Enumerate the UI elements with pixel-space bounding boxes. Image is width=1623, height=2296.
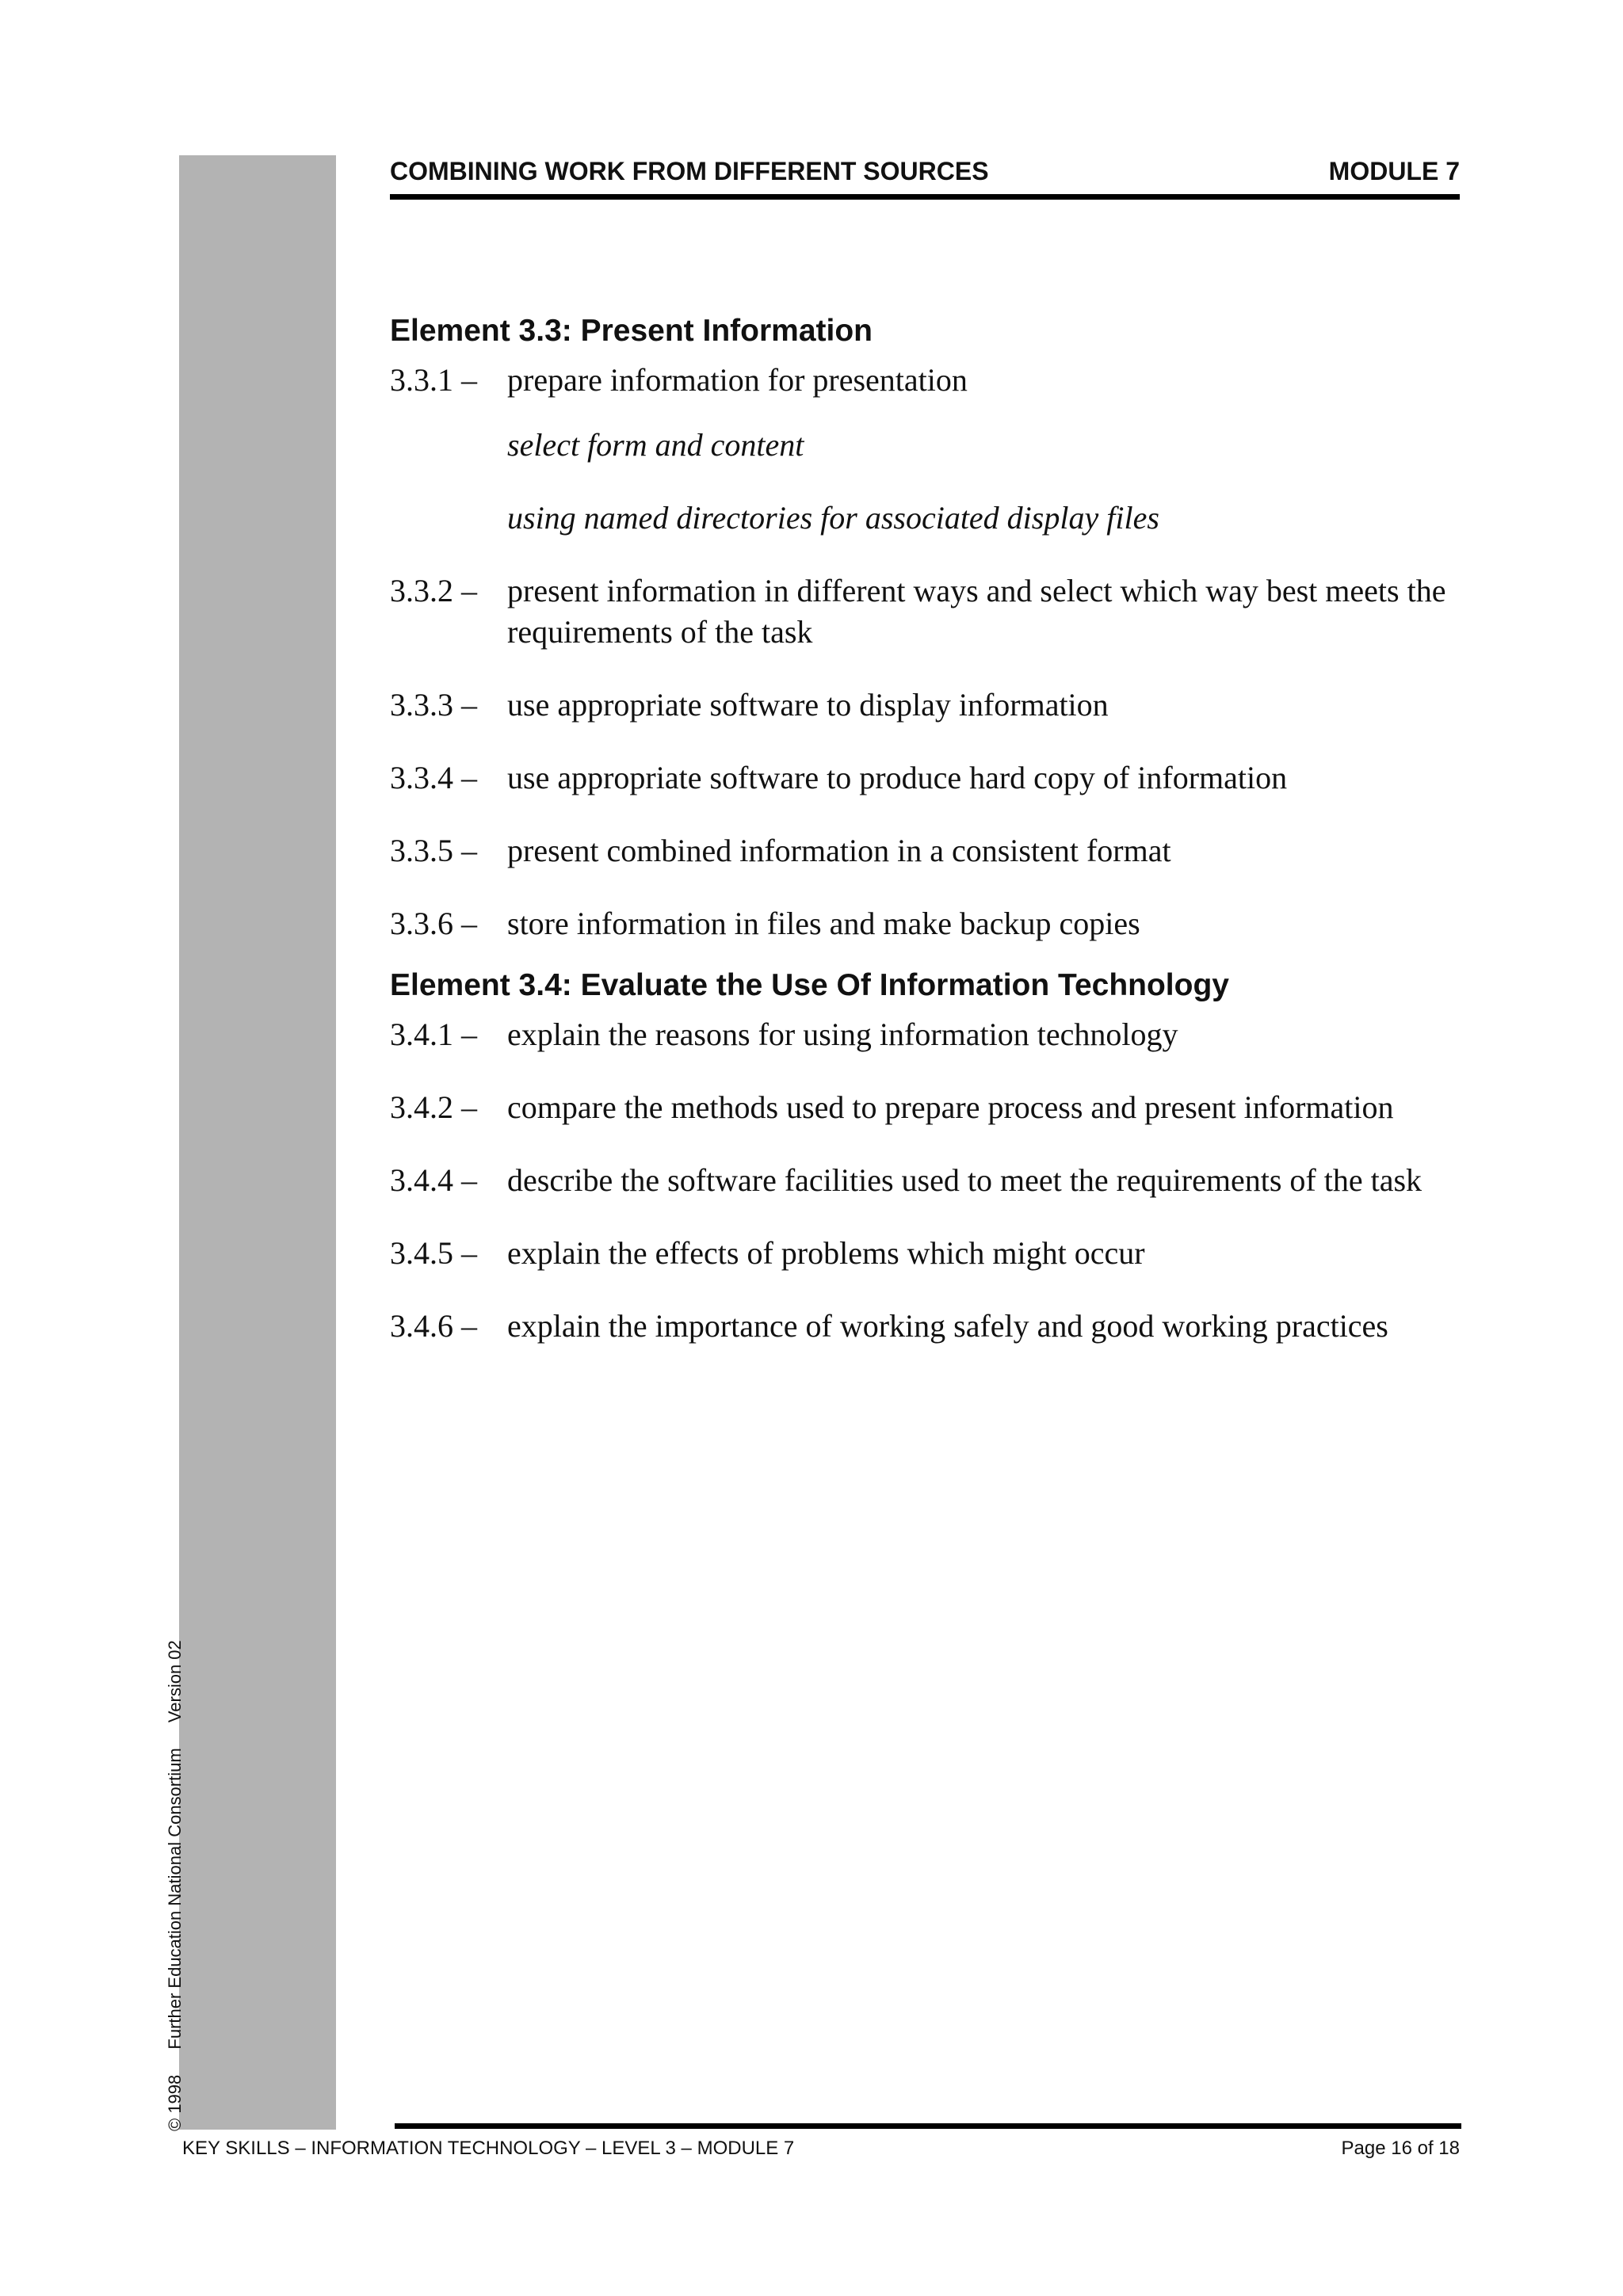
footer-course-title: KEY SKILLS – INFORMATION TECHNOLOGY – LEVEL 3 – MODULE 7 bbox=[182, 2138, 795, 2159]
item-text: prepare information for presentation bbox=[507, 362, 968, 398]
item-text: use appropriate software to produce hard copy of information bbox=[507, 760, 1288, 795]
item-text: explain the reasons for using information technology bbox=[507, 1016, 1178, 1052]
item-number: 3.4.1 – bbox=[390, 1016, 477, 1052]
page-number: Page 16 of 18 bbox=[1341, 2138, 1460, 2159]
page-header bbox=[390, 155, 1460, 200]
item-number: 3.4.6 – bbox=[390, 1308, 477, 1344]
item-number: 3.3.1 – bbox=[390, 362, 477, 398]
organization-name: Further Education National Consortium bbox=[165, 1748, 185, 2050]
item-number: 3.3.6 – bbox=[390, 906, 477, 941]
item-text: explain the importance of working safely and good working practices bbox=[507, 1308, 1388, 1344]
copyright-year: © 1998 bbox=[165, 2074, 185, 2131]
item-text: present combined information in a consistent format bbox=[507, 833, 1171, 868]
list-item bbox=[390, 360, 1460, 401]
list-item bbox=[390, 1160, 1460, 1201]
list-item bbox=[390, 1306, 1460, 1347]
item-number: 3.4.5 – bbox=[390, 1235, 477, 1271]
sub-item: using named directories for associated display files bbox=[507, 500, 1159, 536]
copyright-notice bbox=[165, 1619, 185, 2131]
page-content bbox=[390, 311, 1460, 1379]
item-number: 3.3.5 – bbox=[390, 833, 477, 868]
item-number: 3.4.2 – bbox=[390, 1089, 477, 1125]
item-text: explain the effects of problems which might occur bbox=[507, 1235, 1145, 1271]
item-text: present information in different ways and select which way best meets the requirements of the task bbox=[507, 573, 1446, 650]
item-number: 3.3.2 – bbox=[390, 573, 477, 608]
item-text: describe the software facilities used to meet the requirements of the task bbox=[507, 1162, 1423, 1198]
item-number: 3.3.3 – bbox=[390, 687, 477, 723]
element-heading: Element 3.4: Evaluate the Use Of Information Technology bbox=[390, 968, 1229, 1002]
item-number: 3.3.4 – bbox=[390, 760, 477, 795]
list-item bbox=[390, 1233, 1460, 1274]
item-text: store information in files and make backup copies bbox=[507, 906, 1140, 941]
list-item bbox=[390, 903, 1460, 944]
list-item bbox=[390, 1087, 1460, 1128]
version-label: Version 02 bbox=[165, 1640, 185, 1723]
side-bar bbox=[179, 155, 336, 2130]
list-item bbox=[390, 1014, 1460, 1055]
item-text: use appropriate software to display information bbox=[507, 687, 1109, 723]
sub-item: select form and content bbox=[507, 427, 804, 463]
list-item bbox=[390, 830, 1460, 871]
list-item bbox=[390, 570, 1460, 653]
item-text: compare the methods used to prepare process and present information bbox=[507, 1089, 1394, 1125]
list-item bbox=[390, 757, 1460, 799]
footer-rule bbox=[395, 2123, 1461, 2129]
list-item bbox=[390, 685, 1460, 726]
element-heading: Element 3.3: Present Information bbox=[390, 314, 873, 348]
header-module: MODULE 7 bbox=[1328, 157, 1460, 185]
item-number: 3.4.4 – bbox=[390, 1162, 477, 1198]
header-title: COMBINING WORK FROM DIFFERENT SOURCES bbox=[390, 157, 989, 185]
